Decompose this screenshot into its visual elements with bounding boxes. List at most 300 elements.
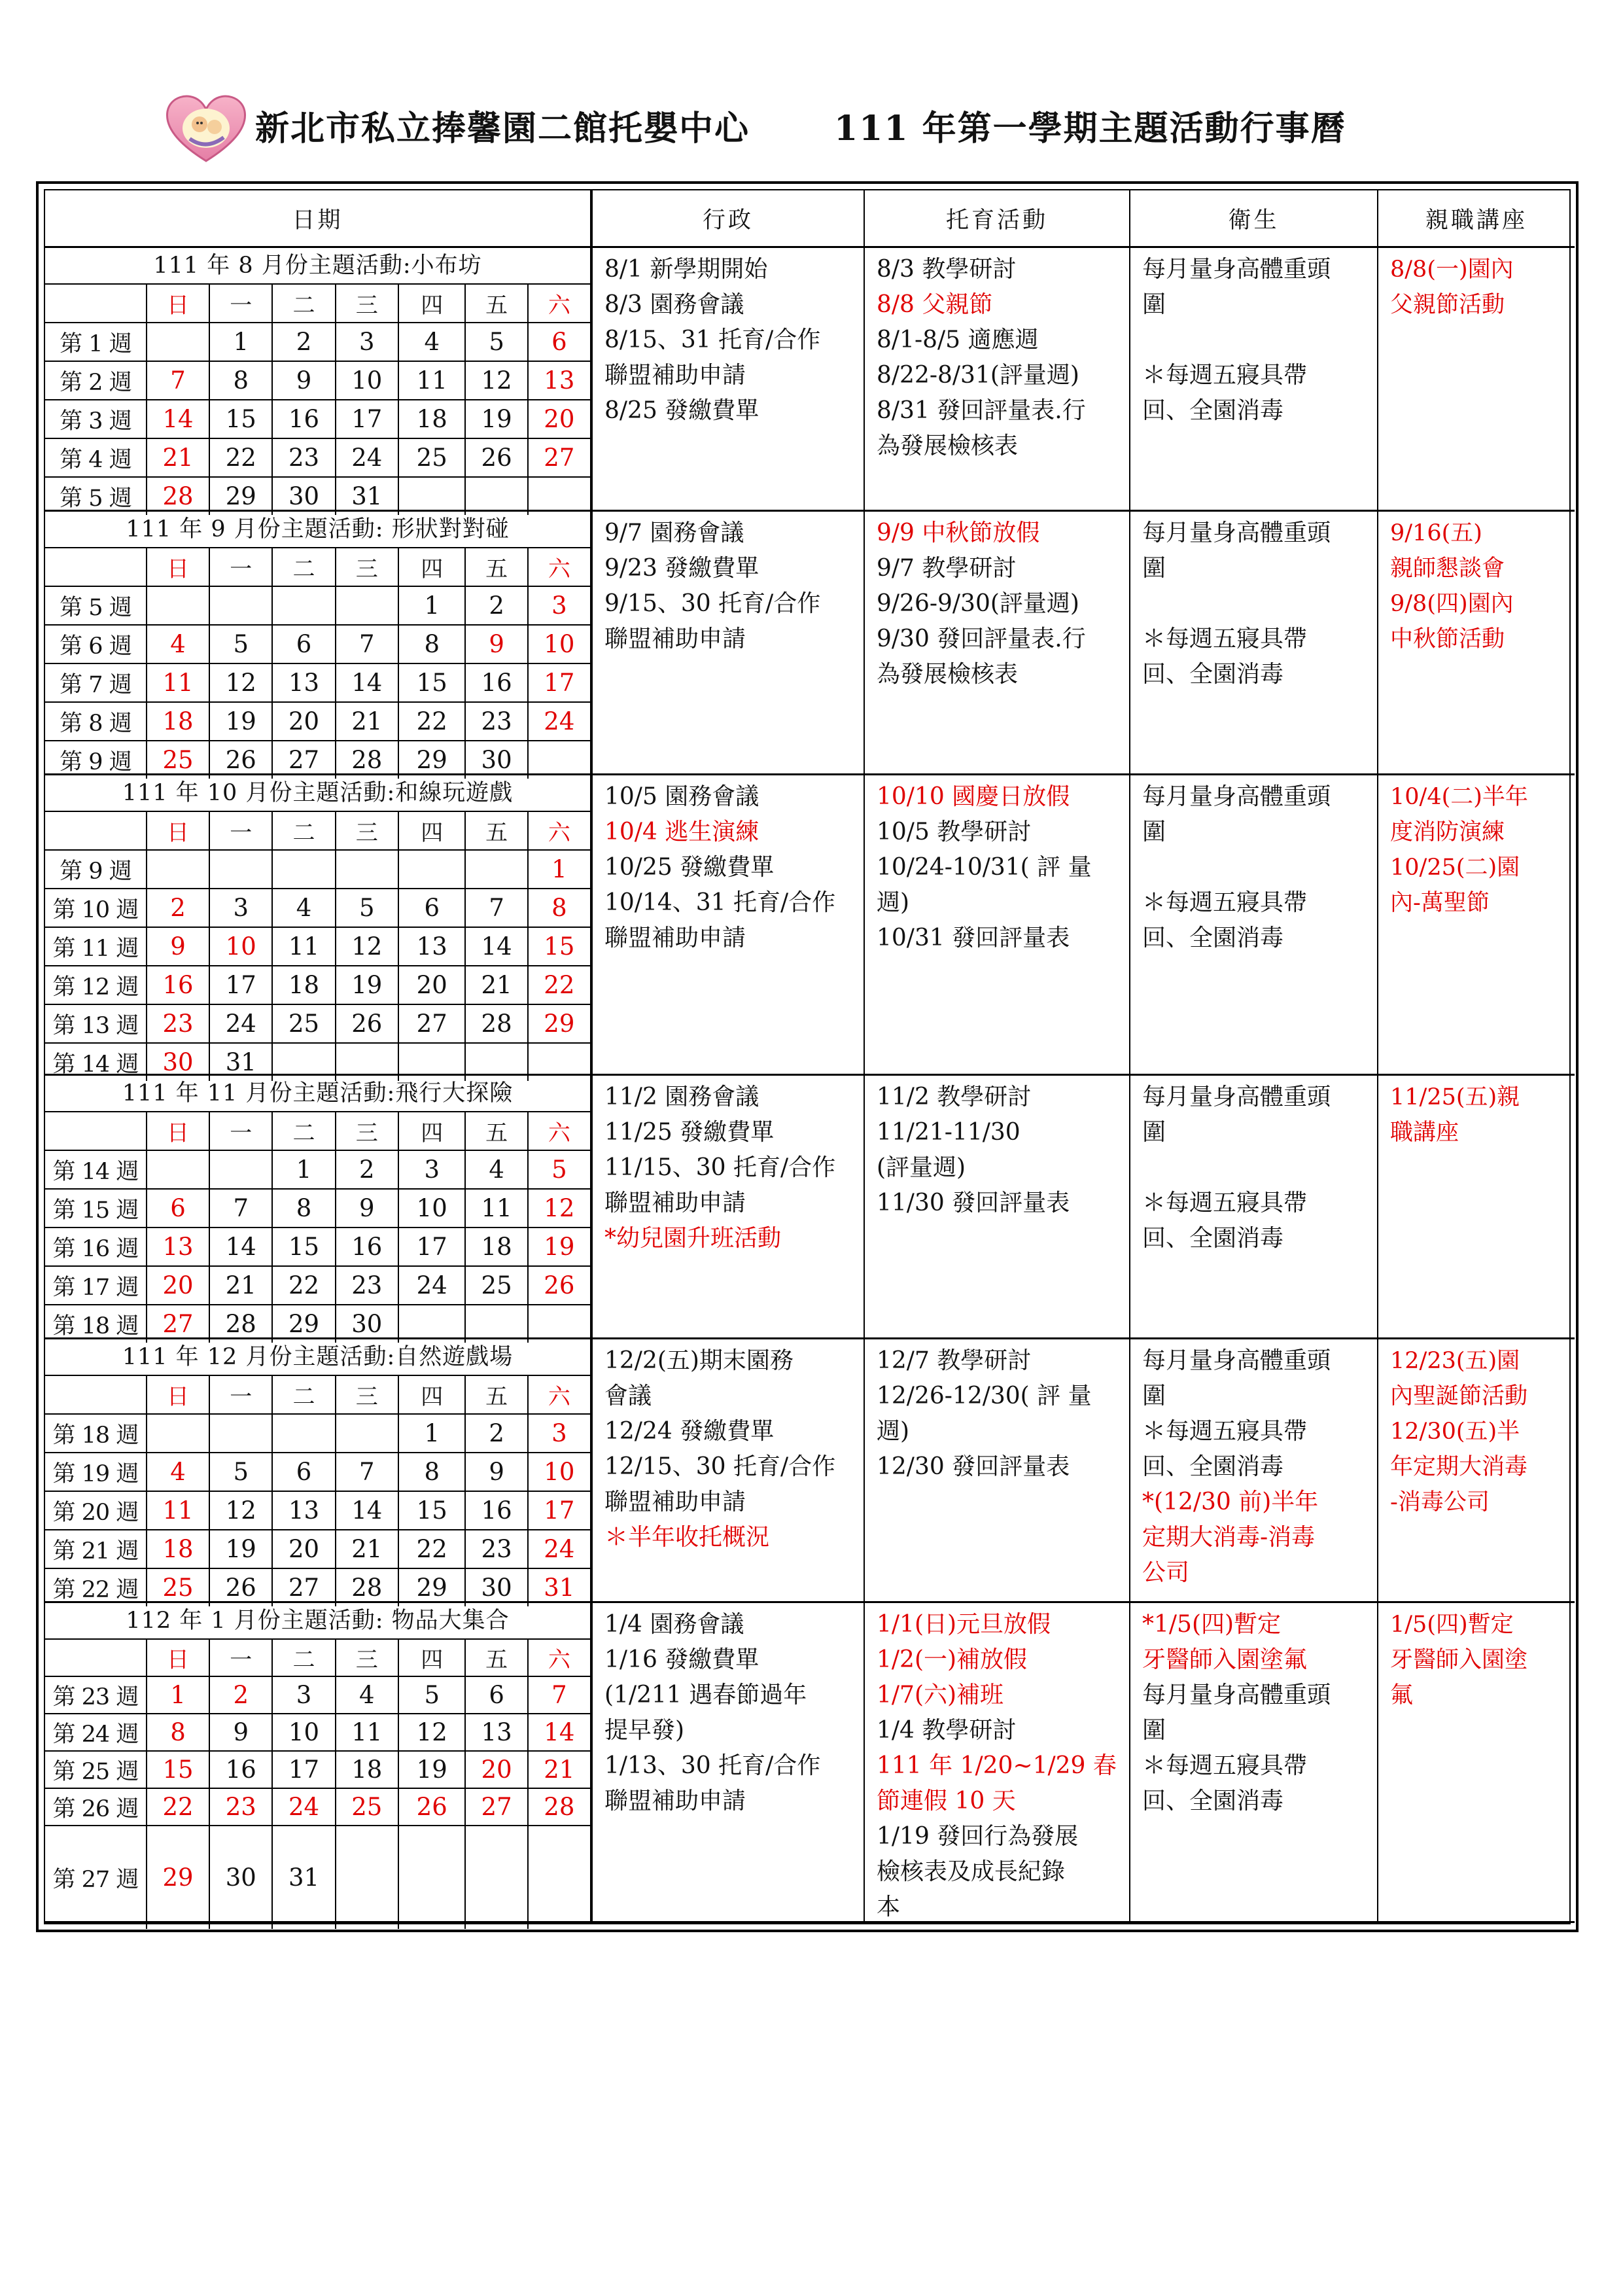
cell-line: (1/211 遇春節過年 (604, 1682, 807, 1708)
cell-line: 每月量身高體重頭 (1142, 256, 1331, 283)
weekday-label: 五 (465, 1112, 527, 1150)
cell-line: 10/4 逃生演練 (604, 819, 759, 845)
day-cell: 14 (147, 400, 209, 438)
day-cell (272, 850, 335, 889)
day-cell: 16 (465, 1491, 527, 1530)
cell-line: 8/15、31 托育/合作 (604, 327, 821, 353)
cell-line: 回、全園消毒 (1142, 397, 1284, 424)
week-label-blank (45, 285, 147, 323)
weekday-label: 六 (528, 285, 590, 323)
parenting-cell (1378, 775, 1575, 1076)
day-cell: 12 (209, 1491, 272, 1530)
cell-line: 10/10 國慶日放假 (877, 783, 1070, 810)
cell-line: 會議 (604, 1383, 652, 1409)
week-row (45, 850, 590, 889)
weekday-label: 三 (336, 285, 398, 323)
cell-line: 聯盟補助申請 (604, 925, 746, 951)
cell-line: 8/25 發繳費單 (604, 397, 759, 424)
day-cell: 18 (398, 400, 466, 438)
day-cell: 14 (336, 663, 398, 702)
day-cell: 19 (465, 400, 527, 438)
day-cell: 12 (528, 1189, 590, 1227)
day-cell: 6 (272, 1453, 335, 1491)
cell-line: 11/30 發回評量表 (877, 1190, 1070, 1216)
cell-line: ＊每週五寢具帶 (1142, 1418, 1308, 1445)
weekday-header-row (45, 1376, 590, 1414)
day-cell: 25 (272, 1004, 335, 1043)
day-cell: 1 (398, 1414, 466, 1453)
admin-cell (593, 248, 865, 512)
cell-line: 9/8(四)園內 (1390, 591, 1514, 617)
week-row (45, 323, 590, 361)
month-grid (45, 548, 590, 779)
cell-line: 每月量身高體重頭 (1142, 1682, 1331, 1708)
week-label: 第 17 週 (45, 1266, 147, 1305)
day-cell (336, 1414, 398, 1453)
cell-line: 8/3 教學研討 (877, 256, 1017, 283)
cell-line: 1/5(四)暫定 (1390, 1612, 1514, 1638)
cell-line: 圍 (1142, 1119, 1166, 1146)
week-row (45, 1227, 590, 1266)
day-cell (209, 586, 272, 625)
day-cell: 28 (209, 1305, 272, 1343)
day-cell: 28 (528, 1788, 590, 1826)
cell-line: 12/7 教學研討 (877, 1347, 1032, 1374)
day-cell: 2 (465, 586, 527, 625)
month-theme-title: 111 年 10 月份主題活動:和線玩遊戲 (45, 775, 590, 812)
weekday-label: 四 (398, 1376, 466, 1414)
week-label: 第 18 週 (45, 1305, 147, 1343)
week-label: 第 1 週 (45, 323, 147, 361)
cell-line: 10/14、31 托育/合作 (604, 889, 836, 916)
day-cell: 12 (336, 927, 398, 966)
weekday-label: 三 (336, 1112, 398, 1150)
weekday-label: 五 (465, 1640, 527, 1676)
day-cell: 8 (147, 1714, 209, 1751)
day-cell: 10 (272, 1714, 335, 1751)
day-cell (336, 586, 398, 625)
cell-line: 12/23(五)園 (1390, 1348, 1520, 1374)
week-row (45, 400, 590, 438)
week-label: 第 20 週 (45, 1491, 147, 1530)
day-cell: 22 (272, 1266, 335, 1305)
doc-title: 111 年第一學期主題活動行事曆 (834, 109, 1346, 149)
day-cell: 11 (465, 1189, 527, 1227)
cell-line: 1/4 教學研討 (877, 1717, 1017, 1744)
care-cell (865, 1339, 1130, 1603)
day-cell: 26 (209, 741, 272, 779)
day-cell: 2 (147, 889, 209, 927)
cell-line: 牙醫師入園塗氟 (1142, 1646, 1308, 1673)
week-row (45, 1826, 590, 1929)
week-row (45, 1751, 590, 1788)
week-row (45, 1305, 590, 1343)
week-row (45, 1453, 590, 1491)
day-cell: 26 (336, 1004, 398, 1043)
day-cell: 5 (528, 1150, 590, 1189)
cell-line: 公司 (1142, 1559, 1190, 1586)
day-cell: 1 (528, 850, 590, 889)
day-cell: 31 (209, 1043, 272, 1081)
cell-line: 10/31 發回評量表 (877, 925, 1070, 951)
day-cell: 9 (147, 927, 209, 966)
day-cell: 31 (272, 1826, 335, 1929)
week-row (45, 1491, 590, 1530)
day-cell: 29 (272, 1305, 335, 1343)
month-calendar (45, 1339, 593, 1603)
care-cell (865, 1076, 1130, 1339)
cell-line: 回、全園消毒 (1142, 661, 1284, 688)
cell-line: 9/7 教學研討 (877, 555, 1017, 582)
day-cell: 24 (272, 1788, 335, 1826)
month-grid (45, 812, 590, 1081)
day-cell: 30 (147, 1043, 209, 1081)
month-theme-title: 111 年 8 月份主題活動:小布坊 (45, 248, 590, 285)
col-header-care: 托育活動 (865, 190, 1130, 248)
cell-line: *幼兒園升班活動 (604, 1225, 782, 1252)
cell-line (1142, 586, 1370, 622)
day-cell: 26 (465, 438, 527, 477)
day-cell: 5 (465, 323, 527, 361)
day-cell: 24 (209, 1004, 272, 1043)
day-cell: 15 (528, 927, 590, 966)
day-cell: 24 (528, 1530, 590, 1568)
cell-line: 為發展檢核表 (877, 661, 1019, 688)
week-label: 第 27 週 (45, 1826, 147, 1929)
day-cell: 25 (147, 741, 209, 779)
week-row (45, 1004, 590, 1043)
weekday-label: 六 (528, 1112, 590, 1150)
day-cell: 22 (398, 1530, 466, 1568)
day-cell: 23 (465, 1530, 527, 1568)
day-cell: 21 (209, 1266, 272, 1305)
cell-line: 12/30 發回評量表 (877, 1453, 1070, 1480)
day-cell (398, 1305, 466, 1343)
day-cell: 13 (528, 361, 590, 400)
day-cell: 19 (398, 1751, 466, 1788)
month-grid (45, 1112, 590, 1343)
cell-line: 10/4(二)半年 (1390, 784, 1528, 810)
day-cell: 7 (528, 1676, 590, 1714)
weekday-label: 四 (398, 812, 466, 850)
cell-line: 1/2(一)補放假 (877, 1646, 1028, 1673)
day-cell: 7 (336, 1453, 398, 1491)
cell-line: 9/7 園務會議 (604, 520, 744, 546)
cell-line: 聯盟補助申請 (604, 1190, 746, 1216)
month-calendar (45, 512, 593, 775)
weekday-label: 三 (336, 1376, 398, 1414)
care-cell (865, 1603, 1130, 1923)
month-theme-title: 112 年 1 月份主題活動: 物品大集合 (45, 1603, 590, 1640)
day-cell: 23 (147, 1004, 209, 1043)
day-cell: 19 (528, 1227, 590, 1266)
day-cell (336, 850, 398, 889)
weekday-label: 四 (398, 285, 466, 323)
parenting-cell (1378, 1603, 1575, 1923)
week-row (45, 741, 590, 779)
day-cell: 10 (528, 1453, 590, 1491)
cell-line: ＊半年收托概況 (604, 1524, 770, 1551)
health-cell (1130, 1076, 1378, 1339)
week-row (45, 663, 590, 702)
day-cell: 23 (209, 1788, 272, 1826)
weekday-label: 一 (209, 1376, 272, 1414)
day-cell: 9 (272, 361, 335, 400)
day-cell: 6 (272, 625, 335, 663)
day-cell: 29 (209, 477, 272, 515)
week-row (45, 1568, 590, 1606)
cell-line: ＊每週五寢具帶 (1142, 626, 1308, 652)
cell-line: *1/5(四)暫定 (1142, 1611, 1282, 1638)
cell-line: 節連假 10 天 (877, 1788, 1016, 1814)
week-row (45, 1414, 590, 1453)
week-label: 第 15 週 (45, 1189, 147, 1227)
cell-line: 1/16 發繳費單 (604, 1646, 759, 1673)
col-header-date: 日期 (45, 190, 593, 248)
week-row (45, 889, 590, 927)
cell-line: 12/15、30 托育/合作 (604, 1453, 836, 1480)
cell-line: 聯盟補助申請 (604, 1788, 746, 1814)
cell-line: *(12/30 前)半年 (1142, 1489, 1319, 1515)
weekday-label: 日 (147, 1640, 209, 1676)
weekday-label: 五 (465, 1376, 527, 1414)
day-cell: 16 (465, 663, 527, 702)
day-cell: 20 (398, 966, 466, 1004)
day-cell: 2 (336, 1150, 398, 1189)
day-cell: 29 (528, 1004, 590, 1043)
day-cell: 17 (272, 1751, 335, 1788)
cell-line: 8/8 父親節 (877, 291, 993, 318)
admin-cell (593, 1076, 865, 1339)
care-cell (865, 248, 1130, 512)
week-row (45, 586, 590, 625)
weekday-label: 三 (336, 548, 398, 586)
day-cell: 15 (147, 1751, 209, 1788)
day-cell (147, 586, 209, 625)
care-cell (865, 512, 1130, 775)
week-label: 第 16 週 (45, 1227, 147, 1266)
cell-line: 9/30 發回評量表.行 (877, 626, 1086, 652)
day-cell: 30 (465, 1568, 527, 1606)
day-cell: 21 (465, 966, 527, 1004)
week-label: 第 19 週 (45, 1453, 147, 1491)
month-theme-title: 111 年 12 月份主題活動:自然遊戲場 (45, 1339, 590, 1376)
cell-line: ＊每週五寢具帶 (1142, 889, 1308, 916)
week-label: 第 25 週 (45, 1751, 147, 1788)
day-cell: 27 (272, 741, 335, 779)
month-grid (45, 285, 590, 515)
week-label: 第 14 週 (45, 1043, 147, 1081)
day-cell: 3 (398, 1150, 466, 1189)
day-cell: 27 (398, 1004, 466, 1043)
cell-line: 每月量身高體重頭 (1142, 520, 1331, 546)
day-cell: 8 (272, 1189, 335, 1227)
cell-line: 週) (877, 889, 910, 916)
day-cell: 8 (528, 889, 590, 927)
day-cell: 1 (398, 586, 466, 625)
day-cell: 25 (336, 1788, 398, 1826)
cell-line: 10/25(二)園 (1390, 855, 1520, 881)
cell-line: -消毒公司 (1390, 1489, 1490, 1515)
cell-line: 職講座 (1390, 1120, 1459, 1146)
cell-line: 8/8(一)園內 (1390, 256, 1514, 283)
day-cell: 21 (147, 438, 209, 477)
col-header-parenting: 親職講座 (1378, 190, 1575, 248)
week-row (45, 1714, 590, 1751)
day-cell: 22 (398, 702, 466, 741)
parenting-cell (1378, 1076, 1575, 1339)
week-label: 第 4 週 (45, 438, 147, 477)
day-cell: 2 (272, 323, 335, 361)
week-row (45, 1530, 590, 1568)
day-cell: 3 (528, 1414, 590, 1453)
parenting-cell (1378, 512, 1575, 775)
cell-line: 牙醫師入園塗 (1390, 1647, 1528, 1673)
month-calendar (45, 248, 593, 512)
cell-line: 8/3 園務會議 (604, 291, 744, 318)
day-cell (465, 477, 527, 515)
weekday-label: 二 (272, 1376, 335, 1414)
day-cell: 2 (209, 1676, 272, 1714)
cell-line: 圍 (1142, 819, 1166, 845)
cell-line: 12/2(五)期末園務 (604, 1347, 794, 1374)
day-cell: 28 (336, 741, 398, 779)
day-cell: 16 (147, 966, 209, 1004)
day-cell: 21 (336, 1530, 398, 1568)
cell-line: 親師懇談會 (1390, 556, 1505, 582)
day-cell: 7 (147, 361, 209, 400)
admin-cell (593, 775, 865, 1076)
day-cell: 11 (147, 663, 209, 702)
week-label-blank (45, 1112, 147, 1150)
month-calendar (45, 1076, 593, 1339)
day-cell: 25 (147, 1568, 209, 1606)
day-cell: 16 (209, 1751, 272, 1788)
cell-line: 10/5 園務會議 (604, 783, 759, 810)
day-cell: 3 (272, 1676, 335, 1714)
cell-line: 每月量身高體重頭 (1142, 783, 1331, 810)
calendar-frame (36, 181, 1579, 1932)
week-label: 第 9 週 (45, 850, 147, 889)
day-cell (272, 1414, 335, 1453)
week-row (45, 702, 590, 741)
day-cell: 17 (398, 1227, 466, 1266)
day-cell: 28 (336, 1568, 398, 1606)
cell-line: 1/1(日)元旦放假 (877, 1611, 1051, 1638)
cell-line: 11/2 園務會議 (604, 1084, 759, 1110)
week-row (45, 477, 590, 515)
day-cell (528, 477, 590, 515)
cell-line: 本 (877, 1894, 901, 1920)
care-cell (865, 775, 1130, 1076)
day-cell (147, 1414, 209, 1453)
day-cell: 12 (465, 361, 527, 400)
cell-line: 1/4 園務會議 (604, 1611, 744, 1638)
day-cell: 13 (272, 663, 335, 702)
day-cell: 6 (147, 1189, 209, 1227)
cell-line: 內聖誕節活動 (1390, 1383, 1528, 1409)
week-label: 第 23 週 (45, 1676, 147, 1714)
day-cell (398, 1826, 466, 1929)
day-cell: 13 (147, 1227, 209, 1266)
day-cell: 29 (398, 1568, 466, 1606)
day-cell: 10 (209, 927, 272, 966)
day-cell: 12 (398, 1714, 466, 1751)
day-cell: 16 (336, 1227, 398, 1266)
day-cell: 19 (336, 966, 398, 1004)
day-cell: 26 (209, 1568, 272, 1606)
day-cell: 17 (528, 663, 590, 702)
cell-line: 9/15、30 托育/合作 (604, 590, 821, 617)
day-cell: 15 (398, 1491, 466, 1530)
week-label: 第 21 週 (45, 1530, 147, 1568)
cell-line (1142, 323, 1370, 358)
day-cell: 7 (465, 889, 527, 927)
day-cell: 20 (272, 1530, 335, 1568)
day-cell: 8 (398, 625, 466, 663)
admin-cell (593, 1339, 865, 1603)
day-cell: 8 (398, 1453, 466, 1491)
day-cell: 27 (147, 1305, 209, 1343)
day-cell (336, 1826, 398, 1929)
day-cell: 6 (465, 1676, 527, 1714)
day-cell: 2 (465, 1414, 527, 1453)
week-row (45, 966, 590, 1004)
cell-line: 10/24-10/31( 評 量 (877, 854, 1092, 881)
day-cell (465, 1826, 527, 1929)
cell-line: 年定期大消毒 (1390, 1454, 1528, 1480)
day-cell: 28 (147, 477, 209, 515)
week-row (45, 1150, 590, 1189)
weekday-label: 二 (272, 1640, 335, 1676)
day-cell (398, 850, 466, 889)
day-cell: 17 (336, 400, 398, 438)
week-row (45, 1266, 590, 1305)
day-cell: 9 (465, 625, 527, 663)
day-cell: 6 (528, 323, 590, 361)
cell-line (1142, 1150, 1370, 1186)
day-cell: 14 (465, 927, 527, 966)
day-cell: 22 (147, 1788, 209, 1826)
week-label: 第 8 週 (45, 702, 147, 741)
cell-line: 提早發) (604, 1717, 685, 1744)
day-cell: 23 (465, 702, 527, 741)
week-row (45, 625, 590, 663)
day-cell: 21 (336, 702, 398, 741)
day-cell: 5 (398, 1676, 466, 1714)
cell-line: 8/22-8/31(評量週) (877, 362, 1079, 389)
day-cell: 10 (528, 625, 590, 663)
day-cell: 13 (272, 1491, 335, 1530)
day-cell: 21 (528, 1751, 590, 1788)
parenting-cell (1378, 1339, 1575, 1603)
day-cell: 4 (272, 889, 335, 927)
cell-line: 圍 (1142, 291, 1166, 318)
day-cell: 22 (528, 966, 590, 1004)
weekday-label: 五 (465, 285, 527, 323)
day-cell (209, 1414, 272, 1453)
cell-line: 父親節活動 (1390, 292, 1505, 318)
week-label: 第 12 週 (45, 966, 147, 1004)
weekday-label: 二 (272, 285, 335, 323)
day-cell: 14 (528, 1714, 590, 1751)
cell-line: 10/25 發繳費單 (604, 854, 775, 881)
day-cell: 29 (398, 741, 466, 779)
cell-line: 聯盟補助申請 (604, 626, 746, 652)
week-label: 第 24 週 (45, 1714, 147, 1751)
day-cell: 26 (528, 1266, 590, 1305)
cell-line: 12/30(五)半 (1390, 1419, 1520, 1445)
